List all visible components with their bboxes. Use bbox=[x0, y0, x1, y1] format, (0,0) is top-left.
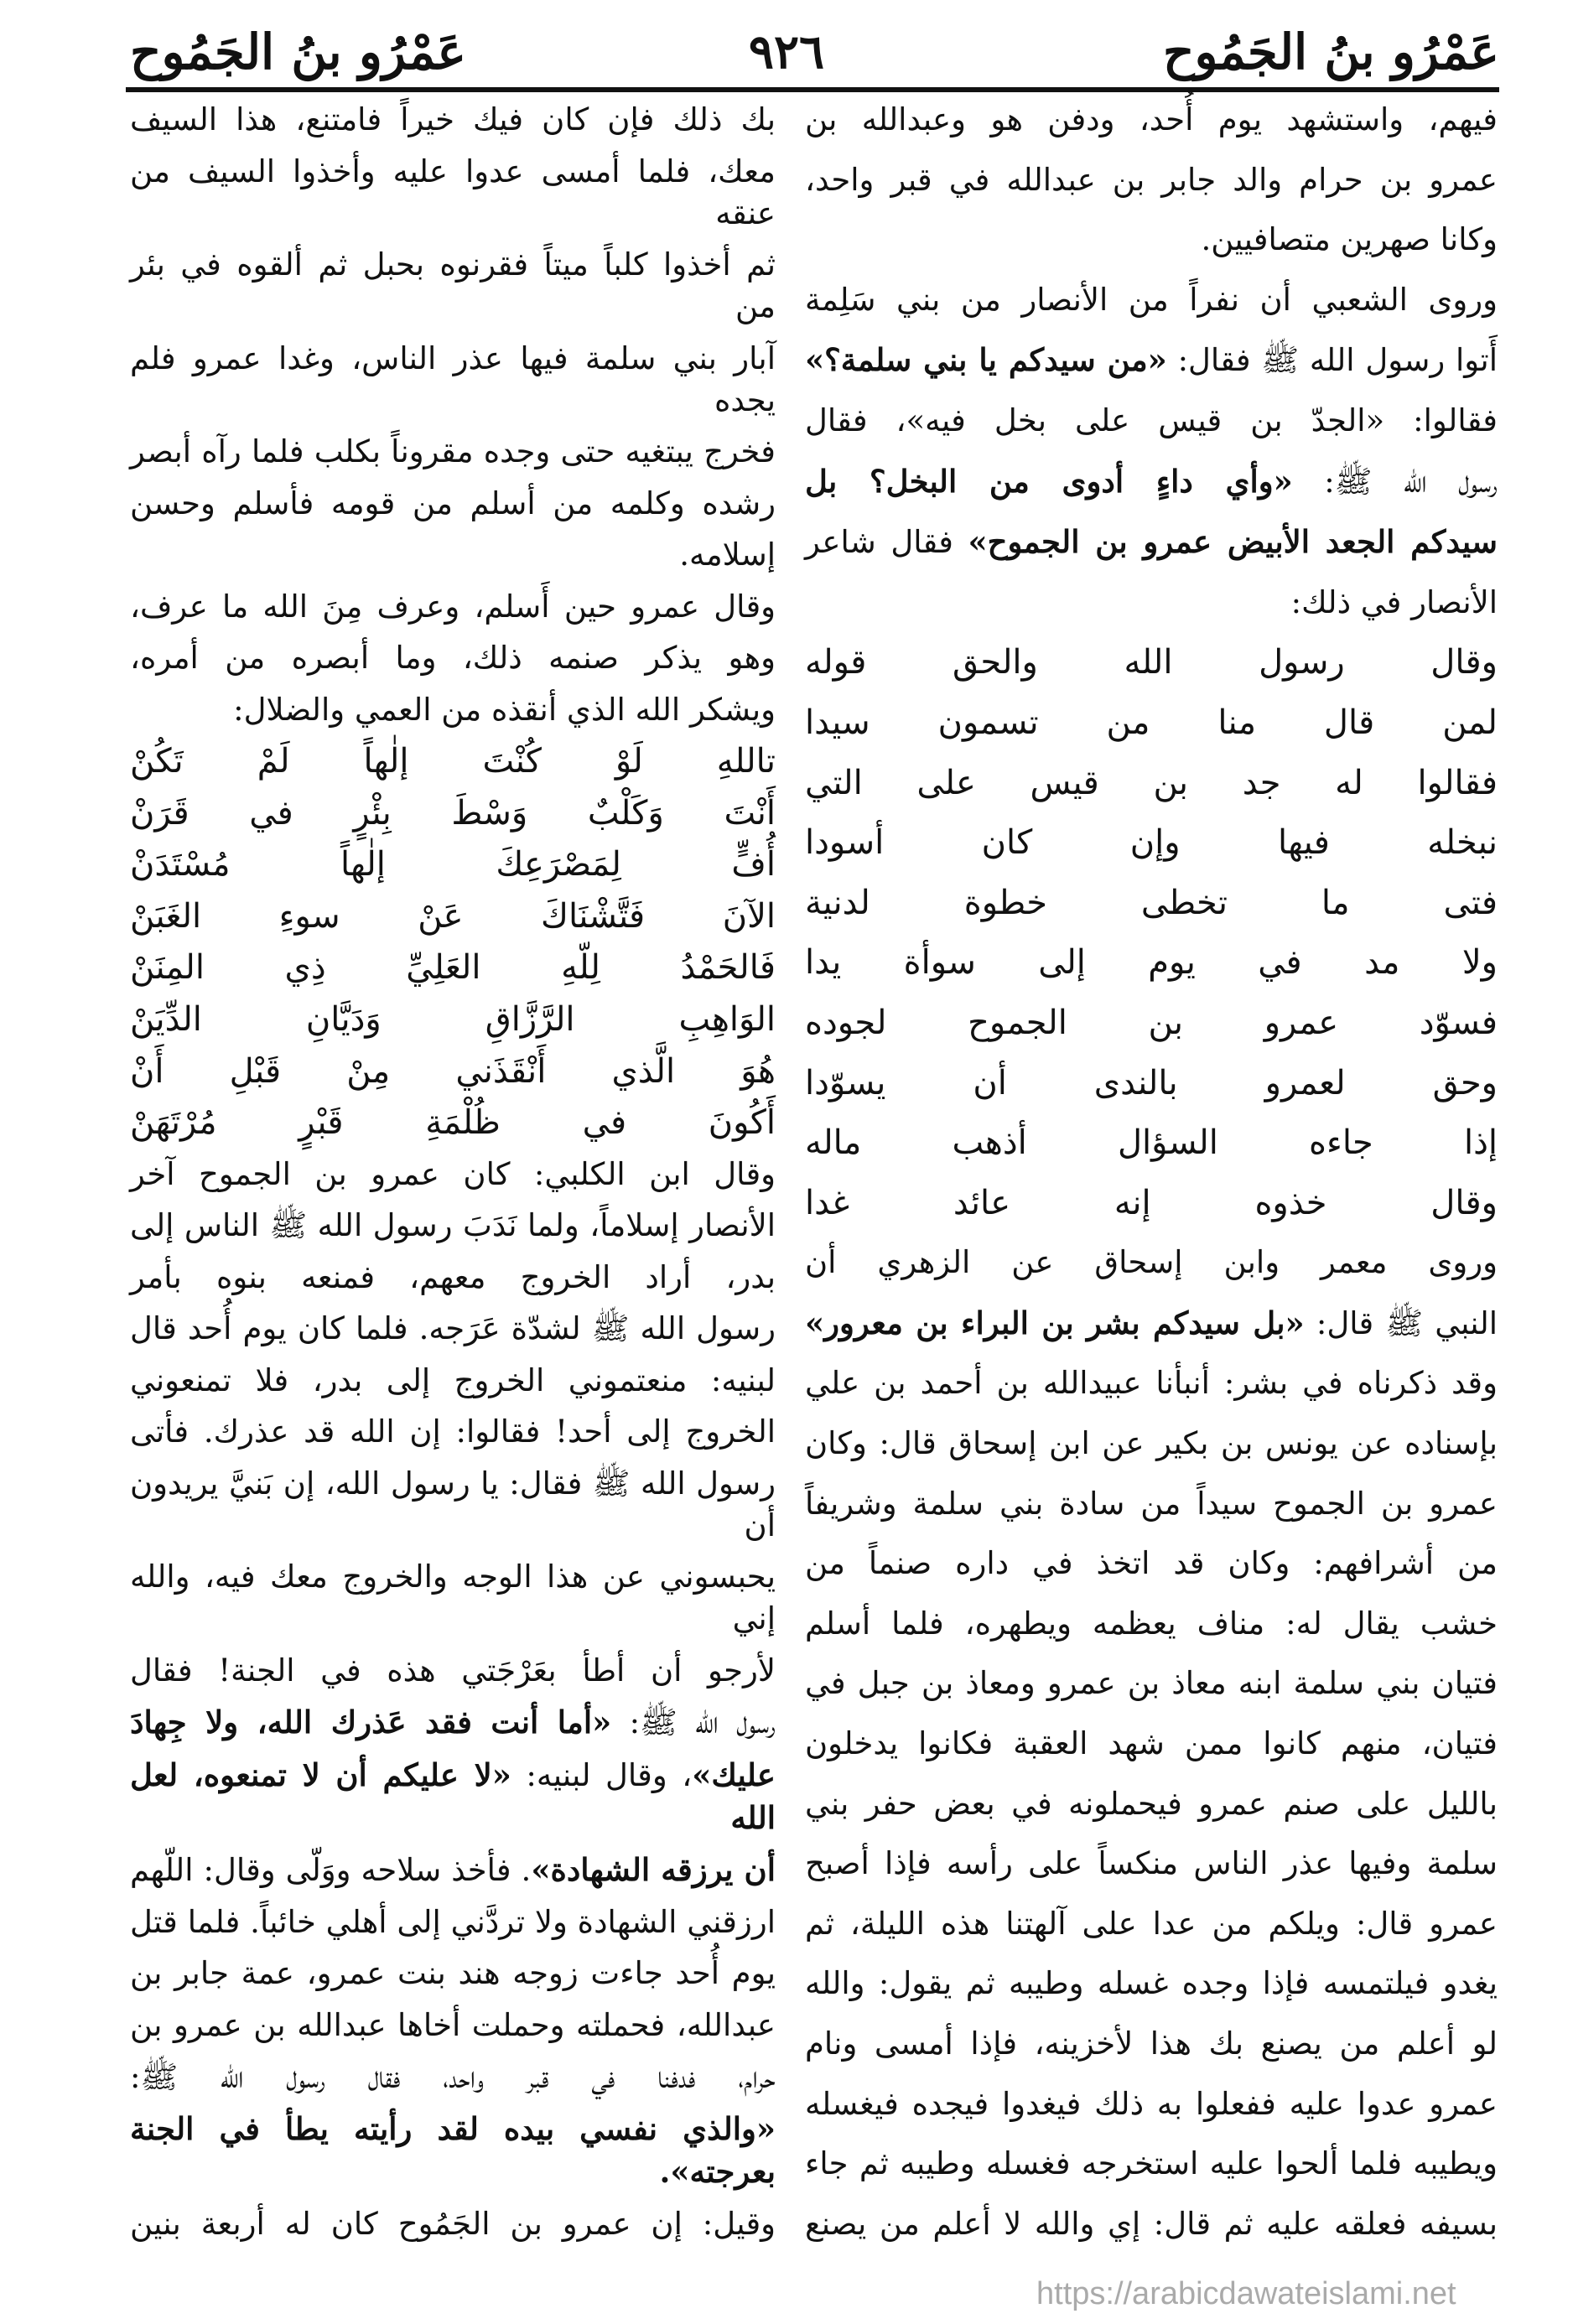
text-segment: لمن قال منا من تسمون سيدا bbox=[805, 703, 1498, 742]
quoted-text: «من سيدكم يا بني سلمة؟» bbox=[805, 341, 1167, 379]
text-line bbox=[805, 2203, 1498, 2245]
text-line bbox=[130, 534, 776, 576]
poem-line bbox=[805, 1182, 1498, 1224]
text-segment: وكانا صهرين متصافيين. bbox=[1201, 221, 1498, 258]
quoted-text: «بل سيدكم بشر بن البراء بن معرور» bbox=[805, 1304, 1305, 1341]
text-line bbox=[805, 99, 1498, 141]
text-line bbox=[130, 99, 776, 141]
running-header-right: عَمْرُو بنُ الجَمُوح bbox=[1163, 23, 1499, 80]
text-line bbox=[130, 637, 776, 679]
text-segment: وقال ابن الكلبي: كان عمرو بن الجموح آخر bbox=[130, 1155, 776, 1192]
text-line bbox=[130, 1650, 776, 1692]
text-line bbox=[130, 1754, 776, 1839]
text-line bbox=[130, 1411, 776, 1453]
poem-line bbox=[805, 1062, 1498, 1104]
text-segment: عمرو عدوا عليه ففعلوا به ذلك فيغدوا فيجده فيغسله bbox=[805, 2085, 1498, 2122]
text-segment: وقال خذوه إنه عائد غدا bbox=[805, 1183, 1498, 1222]
text-segment: آبار بني سلمة فيها عذر الناس، وغدا عمرو فلم يجده bbox=[130, 340, 776, 418]
text-segment: وحق لعمرو بالندى أن يسوّدا bbox=[805, 1063, 1498, 1102]
text-line bbox=[130, 2203, 776, 2245]
text-line bbox=[805, 521, 1498, 563]
text-segment: من أشرافهم: وكان قد اتخذ في داره صنماً من bbox=[805, 1545, 1498, 1582]
poem-line bbox=[805, 942, 1498, 983]
text-segment: أُفٍّ لِمَصْرَعِكَ إلٰهاً مُسْتَدَنْ bbox=[130, 845, 776, 884]
text-segment: بدر، أراد الخروج معهم، فمنعه بنوه بأمر bbox=[130, 1258, 776, 1295]
poem-line bbox=[805, 702, 1498, 744]
text-line bbox=[805, 2023, 1498, 2065]
text-line bbox=[805, 460, 1498, 503]
text-segment: يوم أُحد جاءت زوجه هند بنت عمرو، عمة جابر بن bbox=[130, 1955, 776, 1992]
text-line bbox=[805, 1423, 1498, 1465]
text-segment: الآنَ فَتَّشْنَاكَ عَنْ سوءِ الغَبَنْ bbox=[130, 896, 776, 936]
text-segment: بك ذلك فإن كان فيك خيراً فامتنع، هذا السيف bbox=[130, 101, 776, 137]
text-segment: عمرو قال: ويلكم من عدا على آلهتنا هذه الليلة، ثم bbox=[805, 1905, 1498, 1942]
text-segment: الأنصار إسلاماً، ولما نَدَبَ رسول الله ﷺ الناس إلى bbox=[130, 1207, 776, 1244]
text-segment: رسول الله ﷺ: bbox=[1292, 463, 1498, 500]
text-line bbox=[805, 1783, 1498, 1825]
text-segment: إسلامه. bbox=[679, 537, 776, 573]
text-segment: ويشكر الله الذي أنقذه من العمي والضلال: bbox=[233, 691, 776, 728]
text-line bbox=[805, 1362, 1498, 1404]
text-segment: لأرجو أن أطأ بعَرْجَتي هذه في الجنة! فقال bbox=[130, 1652, 776, 1689]
text-line bbox=[130, 2057, 776, 2098]
poem-line bbox=[130, 895, 776, 937]
poem-line bbox=[130, 740, 776, 782]
text-segment: إذا جاءه السؤال أذهب ماله bbox=[805, 1123, 1498, 1163]
text-segment: ثم أخذوا كلباً ميتاً فقرنوه بحبل ثم ألقوه في بئر من bbox=[130, 246, 776, 325]
text-segment: لو أعلم من يصنع بك هذا لأخزينه، فإذا أمسى ونام bbox=[805, 2026, 1498, 2062]
text-line bbox=[805, 1963, 1498, 2005]
text-line bbox=[130, 338, 776, 422]
text-segment: وقيل: إن عمرو بن الجَمُوح كان له أربعة بنين bbox=[130, 2205, 776, 2242]
text-segment: عمرو بن حرام والد جابر بن عبدالله في قبر واحد، bbox=[805, 161, 1498, 198]
text-segment: ارزقني الشهادة ولا تردَّني إلى أهلي خائباً. فلما قتل bbox=[130, 1903, 776, 1940]
text-line bbox=[130, 586, 776, 628]
text-segment: وهو يذكر صنمه ذلك، وما أبصره من أمره، bbox=[130, 640, 776, 677]
text-segment: يحبسوني عن هذا الوجه والخروج معك فيه، والله إني bbox=[130, 1559, 776, 1637]
left-text-column bbox=[130, 99, 776, 2245]
poem-line bbox=[805, 1002, 1498, 1044]
text-segment: فسوّد عمرو بن الجموح لجوده bbox=[805, 1003, 1498, 1042]
text-segment: عمرو بن الجموح سيداً من سادة بني سلمة وشريفاً bbox=[805, 1485, 1498, 1522]
poem-line bbox=[805, 822, 1498, 864]
text-segment: فتيان، منهم كانوا ممن شهد العقبة فكانوا يدخلون bbox=[805, 1725, 1498, 1762]
poem-line bbox=[805, 641, 1498, 683]
text-line bbox=[805, 400, 1498, 442]
poem-line bbox=[130, 1102, 776, 1144]
text-segment: معك، فلما أمسى عدوا عليه وأخذوا السيف من عنقه bbox=[130, 153, 776, 231]
running-header-left: عَمْرُو بنُ الجَمُوح bbox=[130, 23, 466, 80]
text-segment: الأنصار في ذلك: bbox=[1290, 584, 1498, 620]
text-segment: حرام، فدفنا في قبر واحد، فقال رسول الله ﷺ: bbox=[130, 2058, 776, 2095]
poem-line bbox=[130, 947, 776, 988]
text-segment: الوَاهِبِ الرَّزَّاقِ وَدَيَّانِ الدِّيَنْ bbox=[130, 999, 776, 1039]
text-segment: وقال عمرو حين أَسلم، وعرف مِنَ الله ما عرف، bbox=[130, 588, 776, 625]
text-line bbox=[805, 2083, 1498, 2125]
text-segment: أَنْتَ وَكَلْبٌ وَسْطَ بِئْرٍ في قَرَنْ bbox=[130, 793, 776, 833]
text-segment: سلمة وفيها عذر الناس منكساً على رأسه فإذا أصبح bbox=[805, 1845, 1498, 1882]
text-line bbox=[130, 1556, 776, 1640]
quoted-text: «وأي داءٍ أدوى من البخل؟ بل bbox=[805, 462, 1293, 500]
poem-line bbox=[130, 792, 776, 834]
text-line bbox=[805, 1543, 1498, 1585]
text-line bbox=[130, 2005, 776, 2046]
text-segment: ويطيبه فلما ألحوا عليه استخرجه فغسله وطيبه ثم جاء bbox=[805, 2145, 1498, 2182]
text-line bbox=[130, 151, 776, 235]
page-number: ٩٢٦ bbox=[748, 24, 825, 80]
text-segment: فخرج يبتغيه حتى وجده مقروناً بكلب فلما رآه أبصر bbox=[130, 433, 776, 470]
text-line bbox=[130, 1463, 776, 1547]
text-segment: لبنيه: منعتموني الخروج إلى بدر، فلا تمنعوني bbox=[130, 1362, 776, 1398]
quoted-text: «لا عليكم أن لا تمنعوه، لعل الله bbox=[130, 1756, 776, 1836]
text-segment: فقالوا: «الجدّ بن قيس على بخل فيه»، فقال bbox=[805, 402, 1498, 438]
text-segment: وقال رسول الله والحق قوله bbox=[805, 643, 1498, 682]
text-line bbox=[805, 339, 1498, 381]
text-segment: أَكُونَ في ظُلْمَةِ قَبْرٍ مُرْتَهَنْ bbox=[130, 1103, 776, 1143]
poem-line bbox=[805, 882, 1498, 924]
text-line bbox=[805, 1723, 1498, 1765]
text-line bbox=[805, 1302, 1498, 1345]
text-segment: عبدالله، فحملته وحملت أخاها عبدالله بن عمرو بن bbox=[130, 2007, 776, 2043]
text-line bbox=[805, 1663, 1498, 1704]
text-segment: بإسناده عن يونس بن بكير عن ابن إسحاق قال: وكان bbox=[805, 1425, 1498, 1462]
text-segment: ولا مد في يوم إلى سوأة يدا bbox=[805, 943, 1498, 983]
text-line bbox=[805, 159, 1498, 201]
text-line bbox=[130, 1205, 776, 1247]
quoted-text: عليك» bbox=[692, 1756, 776, 1793]
poem-line bbox=[805, 762, 1498, 804]
text-segment: رسول الله ﷺ: bbox=[611, 1704, 776, 1741]
text-line bbox=[805, 1843, 1498, 1885]
text-segment: رسول الله ﷺ لشدّة عَرَجه. فلما كان يوم أُحد قال bbox=[130, 1310, 776, 1347]
quoted-text: أن يرزقه الشهادة» bbox=[531, 1851, 776, 1889]
text-line bbox=[130, 1257, 776, 1299]
text-line bbox=[130, 1701, 776, 1744]
text-segment: فتى ما تخطى خطوة لدنية bbox=[805, 883, 1498, 922]
text-line bbox=[130, 431, 776, 473]
text-segment: رشده وكلمه من أسلم من قومه فأسلم وحسن bbox=[130, 485, 776, 521]
text-segment: يغدو فيلتمسه فإذا وجده غسله وطيبه ثم يقول: والله bbox=[805, 1965, 1498, 2002]
poem-line bbox=[130, 999, 776, 1040]
text-line bbox=[805, 582, 1498, 624]
text-line bbox=[805, 219, 1498, 261]
text-line bbox=[130, 244, 776, 328]
text-segment: فقالوا له جد بن قيس على التي bbox=[805, 763, 1498, 802]
text-segment: فَالحَمْدُ لِلّهِ العَلِيِّ ذِي المِنَنْ bbox=[130, 948, 776, 988]
text-segment: فيهم، واستشهد يوم أُحد، ودفن هو وعبدالله بن bbox=[805, 101, 1498, 137]
poem-line bbox=[130, 843, 776, 885]
quoted-text: سيدكم الجعد الأبيض عمرو بن الجموح» bbox=[968, 523, 1498, 561]
text-segment: أَتوا رسول الله ﷺ فقال: bbox=[1166, 342, 1498, 379]
text-segment: فقال شاعر bbox=[805, 524, 968, 561]
text-segment: بالليل على صنم عمرو فيحملونه في بعض حفر بني bbox=[805, 1785, 1498, 1822]
quoted-text: «والذي نفسي بيده لقد رأيته يطأ في الجنة بعرجته». bbox=[130, 2110, 776, 2191]
right-text-column bbox=[805, 99, 1498, 2245]
text-line bbox=[130, 1901, 776, 1943]
text-segment: النبي ﷺ قال: bbox=[1304, 1305, 1498, 1341]
text-segment: تاللهِ لَوْ كُنْتَ إلٰهاً لَمْ تَكُنْ bbox=[130, 742, 776, 781]
text-segment: وروى الشعبي أن نفراً من الأنصار من بني سَلِمة bbox=[805, 281, 1498, 318]
text-segment: بسيفه فعلقه عليه ثم قال: إي والله لا أعلم من يصنع bbox=[805, 2205, 1498, 2242]
poem-line bbox=[805, 1122, 1498, 1164]
text-segment: وروى معمر وابن إسحاق عن الزهري أن bbox=[805, 1244, 1498, 1281]
text-line bbox=[130, 483, 776, 525]
text-line bbox=[805, 1903, 1498, 1945]
quoted-text: «أما أنت فقد عَذرك الله، ولا جِهادَ bbox=[130, 1704, 612, 1741]
text-line bbox=[805, 2143, 1498, 2185]
text-segment: الخروج إلى أحد! فقالوا: إن الله قد عذرك. فأتى bbox=[130, 1414, 776, 1450]
watermark-url: https://arabicdawateislami.net bbox=[1036, 2276, 1456, 2311]
text-line bbox=[130, 1154, 776, 1196]
text-line bbox=[130, 1953, 776, 1995]
text-segment: ، وقال لبنيه: bbox=[511, 1756, 693, 1793]
text-segment: وقد ذكرناه في بشر: أنبأنا عبيدالله بن أحمد بن علي bbox=[805, 1365, 1498, 1402]
poem-line bbox=[130, 1050, 776, 1092]
text-segment: هُوَ الَّذي أَنْقَذَني مِنْ قَبْلِ أَنْ bbox=[130, 1051, 776, 1091]
text-line bbox=[130, 1849, 776, 1891]
text-line bbox=[130, 689, 776, 731]
text-segment: رسول الله ﷺ فقال: يا رسول الله، إن بَنيَّ يريدون أن bbox=[130, 1465, 776, 1543]
text-segment: نبخله فيها وإن كان أسودا bbox=[805, 823, 1498, 863]
header-rule bbox=[126, 87, 1499, 92]
text-line bbox=[130, 1308, 776, 1350]
text-line bbox=[130, 1360, 776, 1402]
text-line bbox=[130, 2108, 776, 2193]
text-line bbox=[805, 279, 1498, 321]
text-segment: فتيان بني سلمة ابنه معاذ بن عمرو ومعاذ بن جبل في bbox=[805, 1665, 1498, 1702]
text-segment: . فأخذ سلاحه ووَلّى وقال: اللّهم bbox=[130, 1852, 532, 1889]
text-segment: خشب يقال له: مناف يعظمه ويطهره، فلما أسلم bbox=[805, 1605, 1498, 1642]
text-line bbox=[805, 1603, 1498, 1645]
text-line bbox=[805, 1483, 1498, 1525]
text-line bbox=[805, 1242, 1498, 1284]
